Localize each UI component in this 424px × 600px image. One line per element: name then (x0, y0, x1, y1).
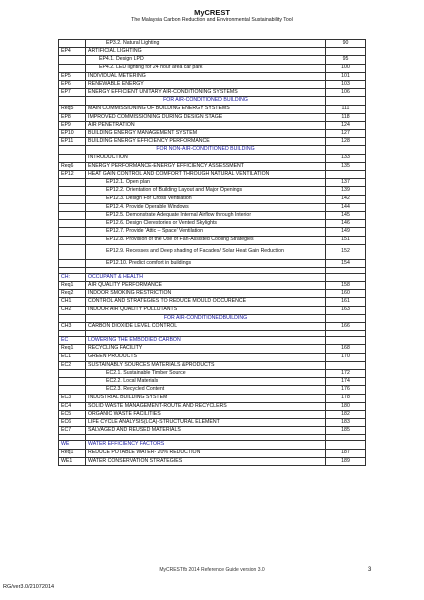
document-subtitle: The Malaysia Carbon Reduction and Environmental Sustainability Tool (131, 17, 293, 23)
toc-description: EC2.2. Local Materials (86, 378, 326, 386)
footer-reference-code: RG/ver3.0/21072014 (3, 584, 55, 590)
toc-row (59, 228, 366, 236)
toc-page: 168 (326, 345, 366, 353)
toc-row (59, 97, 366, 105)
toc-row (59, 64, 366, 72)
toc-row (59, 146, 366, 154)
toc-description: EP3.2. Natural Lighting (86, 40, 326, 48)
toc-code (59, 228, 86, 236)
toc-row (59, 113, 366, 121)
toc-page (326, 361, 366, 369)
toc-row (59, 203, 366, 211)
toc-page: 128 (326, 138, 366, 146)
toc-description: RECYCLING FACILITY (86, 345, 326, 353)
toc-page: 182 (326, 410, 366, 418)
toc-code: EC2 (59, 361, 86, 369)
toc-code: CH1 (59, 298, 86, 306)
toc-code (59, 244, 86, 259)
toc-row (59, 386, 366, 394)
toc-row (59, 282, 366, 290)
toc-description: FOR AIR-CONDITIONEDBUILDING (86, 314, 326, 322)
toc-description: IMPROVED COMMISSIONING DURING DESIGN STAGE (86, 113, 326, 121)
toc-code (59, 64, 86, 72)
toc-description: WATER EFFICIENCY FACTORS (86, 441, 326, 449)
toc-description: SUSTAINABLY SOURCES MATERIALS &PRODUCTS (86, 361, 326, 369)
toc-page (326, 171, 366, 179)
toc-row (59, 337, 366, 345)
toc-row (59, 402, 366, 410)
toc-row (59, 105, 366, 113)
toc-code (59, 386, 86, 394)
toc-code (59, 378, 86, 386)
toc-description: EC2.3. Recycled Content (86, 386, 326, 394)
toc-code (59, 146, 86, 154)
toc-code: WE (59, 441, 86, 449)
toc-code: Req5 (59, 105, 86, 113)
toc-page: 103 (326, 80, 366, 88)
toc-code (59, 154, 86, 162)
toc-page: 151 (326, 236, 366, 244)
toc-page (326, 48, 366, 56)
toc-description: FOR AIR-CONDITIONED BUILDING (86, 97, 326, 105)
toc-description: INDUSTRIAL BUILDING SYSTEM (86, 394, 326, 402)
toc-page (326, 273, 366, 281)
toc-page: 124 (326, 121, 366, 129)
toc-row (59, 56, 366, 64)
toc-code: EP12 (59, 171, 86, 179)
toc-row (59, 154, 366, 162)
toc-code: EC5 (59, 410, 86, 418)
toc-description: SOLID WASTE MANAGEMENT-ROUTE AND RECYCLERS (86, 402, 326, 410)
toc-row (59, 211, 366, 219)
toc-code: EC3 (59, 394, 86, 402)
toc-page: 133 (326, 154, 366, 162)
toc-row (59, 40, 366, 48)
toc-code: CH2 (59, 306, 86, 314)
toc-row (59, 314, 366, 322)
toc-description: EP4.2. LED lighting for 24 hour area car park (86, 64, 326, 72)
toc-description: ORGANIC WASTE FACILITIES (86, 410, 326, 418)
toc-code (59, 179, 86, 187)
toc-code: Req2 (59, 290, 86, 298)
toc-page: 152 (326, 244, 366, 259)
toc-code (59, 195, 86, 203)
toc-row (59, 353, 366, 361)
toc-page: 135 (326, 162, 366, 170)
toc-page: 154 (326, 259, 366, 267)
toc-row (59, 244, 366, 259)
contents-table (58, 39, 366, 466)
toc-page: 172 (326, 369, 366, 377)
footer-guide-version: MyCRESTfb 2014 Reference Guide version 3.0 (159, 567, 265, 573)
toc-code (59, 236, 86, 244)
toc-code (59, 40, 86, 48)
toc-page: 158 (326, 282, 366, 290)
toc-page: 106 (326, 89, 366, 97)
toc-row (59, 121, 366, 129)
toc-row (59, 427, 366, 435)
toc-code: EP8 (59, 113, 86, 121)
toc-code (59, 211, 86, 219)
toc-row (59, 323, 366, 331)
toc-code: Req1 (59, 282, 86, 290)
toc-description: EP12.3. Design For Cross Ventilation (86, 195, 326, 203)
toc-description: ENERGY PERFORMANCE-ENERGY EFFICIENCY ASSESSMENT (86, 162, 326, 170)
toc-code: EC7 (59, 427, 86, 435)
toc-code: CH3 (59, 323, 86, 331)
toc-description: EP12.8. Provision of the Use of Fan-Assisted Cooling Strategies (86, 236, 326, 244)
toc-row (59, 419, 366, 427)
toc-page: 183 (326, 419, 366, 427)
toc-code: EP6 (59, 80, 86, 88)
toc-page: 139 (326, 187, 366, 195)
toc-description: INDOOR SMOKING RESTRICTION (86, 290, 326, 298)
toc-description: EC2.1. Sustainable Timber Source (86, 369, 326, 377)
toc-row (59, 394, 366, 402)
toc-code: EP7 (59, 89, 86, 97)
toc-page: 145 (326, 211, 366, 219)
toc-row (59, 259, 366, 267)
toc-row (59, 187, 366, 195)
toc-code: EC (59, 337, 86, 345)
toc-description: SALVAGED AND REUSED MATERIALS (86, 427, 326, 435)
toc-description: HEAT GAIN CONTROL AND COMFORT THROUGH NATURAL VENTILATION (86, 171, 326, 179)
toc-description: OCCUPANT & HEALTH (86, 273, 326, 281)
toc-row (59, 449, 366, 457)
toc-code: EC1 (59, 353, 86, 361)
toc-page: 100 (326, 64, 366, 72)
toc-description: BUILDING ENERGY EFFICIENCY PERFORMANCE (86, 138, 326, 146)
toc-page: 185 (326, 427, 366, 435)
toc-description: EP12.7. Provide ‘Attic – Space’ Ventilation (86, 228, 326, 236)
toc-page (326, 314, 366, 322)
toc-row (59, 171, 366, 179)
toc-page: 176 (326, 386, 366, 394)
toc-row (59, 457, 366, 465)
toc-row (59, 273, 366, 281)
toc-page: 111 (326, 105, 366, 113)
toc-row (59, 138, 366, 146)
toc-description: EP12.6. Design Clerestories or Vented Skylights (86, 220, 326, 228)
toc-row (59, 179, 366, 187)
toc-code (59, 259, 86, 267)
toc-row (59, 236, 366, 244)
toc-row (59, 361, 366, 369)
toc-code: WE1 (59, 457, 86, 465)
toc-code (59, 203, 86, 211)
toc-page: 174 (326, 378, 366, 386)
document-title: MyCREST (194, 8, 230, 17)
toc-code: EP10 (59, 130, 86, 138)
toc-code: EC4 (59, 402, 86, 410)
toc-page (326, 337, 366, 345)
toc-page: 149 (326, 228, 366, 236)
toc-description: MAIN COMMISSIONING OF BUILDING ENERGY SYSTEMS (86, 105, 326, 113)
toc-row (59, 195, 366, 203)
toc-page (326, 441, 366, 449)
toc-description: LIFE CYCLE ANALYSIS(LCA)-STRUCTURAL ELEMENT (86, 419, 326, 427)
toc-description: EP12.1. Open plan (86, 179, 326, 187)
toc-description: EP12.4. Provide Operable Windows (86, 203, 326, 211)
toc-code: EP9 (59, 121, 86, 129)
toc-page: 144 (326, 203, 366, 211)
toc-page: 137 (326, 179, 366, 187)
toc-description: WATER CONSERVATION STRATEGIES (86, 457, 326, 465)
toc-description: RENEWABLE ENERGY (86, 80, 326, 88)
toc-description: CONTROL AND STRATEGIES TO REDUCE MOULD OCCURENCE (86, 298, 326, 306)
toc-code (59, 220, 86, 228)
toc-page: 160 (326, 290, 366, 298)
toc-row (59, 369, 366, 377)
toc-description: AIR QUALITY PERFORMANCE (86, 282, 326, 290)
toc-page (326, 146, 366, 154)
toc-code: CH: (59, 273, 86, 281)
toc-description: EP12.2. Orientation of Building Layout and Major Openings (86, 187, 326, 195)
toc-row (59, 306, 366, 314)
toc-page (326, 97, 366, 105)
toc-description: REDUCE POTABLE WATER- 20% REDUCTION (86, 449, 326, 457)
toc-code: EP4 (59, 48, 86, 56)
toc-description: GREEN PRODUCTS (86, 353, 326, 361)
toc-description: INDOOR AIR QUALITY POLLUTANTS (86, 306, 326, 314)
toc-description: ARTIFICIAL LIGHTING (86, 48, 326, 56)
toc-page: 189 (326, 457, 366, 465)
toc-code: EC6 (59, 419, 86, 427)
toc-description: EP12.5. Demonstrate Adequate Internal Airflow through Interior (86, 211, 326, 219)
toc-description: EP12.9. Recesses and Deep shading of Facades/ Solar Heat Gain Reduction (86, 244, 326, 259)
toc-description: EP4.1. Design LPD (86, 56, 326, 64)
toc-description: AIR PENETRATION (86, 121, 326, 129)
toc-description: INDIVIDUAL METERING (86, 72, 326, 80)
toc-row (59, 378, 366, 386)
toc-row (59, 48, 366, 56)
toc-page: 95 (326, 56, 366, 64)
toc-description: FOR NON-AIR-CONDITIONED BUILDING (86, 146, 326, 154)
toc-row (59, 130, 366, 138)
toc-page: 127 (326, 130, 366, 138)
toc-row (59, 220, 366, 228)
toc-code: Req1 (59, 449, 86, 457)
toc-page: 142 (326, 195, 366, 203)
page-number: 3 (368, 567, 372, 573)
toc-row (59, 410, 366, 418)
toc-row (59, 298, 366, 306)
toc-row (59, 72, 366, 80)
toc-description: BUILDING ENERGY MANAGEMENT SYSTEM (86, 130, 326, 138)
toc-code (59, 187, 86, 195)
toc-page: 118 (326, 113, 366, 121)
toc-code: EP11 (59, 138, 86, 146)
toc-code (59, 97, 86, 105)
toc-description: CARBON DIOXIDE LEVEL CONTROL (86, 323, 326, 331)
toc-page: 166 (326, 323, 366, 331)
toc-page: 90 (326, 40, 366, 48)
toc-description: ENERGY EFFICIENT UNITARY AIR-CONDITIONING SYSTEMS (86, 89, 326, 97)
toc-row (59, 441, 366, 449)
toc-code: Req6 (59, 162, 86, 170)
toc-page: 187 (326, 449, 366, 457)
toc-page: 163 (326, 306, 366, 314)
toc-code (59, 369, 86, 377)
toc-code (59, 56, 86, 64)
toc-row (59, 345, 366, 353)
toc-page: 101 (326, 72, 366, 80)
toc-row (59, 162, 366, 170)
toc-page: 180 (326, 402, 366, 410)
toc-description: EP12.10. Predict comfort in buildings (86, 259, 326, 267)
toc-page: 161 (326, 298, 366, 306)
toc-row (59, 290, 366, 298)
toc-page: 146 (326, 220, 366, 228)
toc-description: LOWERING THE EMBODIED CARBON (86, 337, 326, 345)
toc-description: INTRODUCTION (86, 154, 326, 162)
toc-row (59, 80, 366, 88)
toc-page: 178 (326, 394, 366, 402)
toc-code (59, 314, 86, 322)
toc-code: Req1 (59, 345, 86, 353)
toc-code: EP5 (59, 72, 86, 80)
toc-row (59, 89, 366, 97)
toc-page: 170 (326, 353, 366, 361)
